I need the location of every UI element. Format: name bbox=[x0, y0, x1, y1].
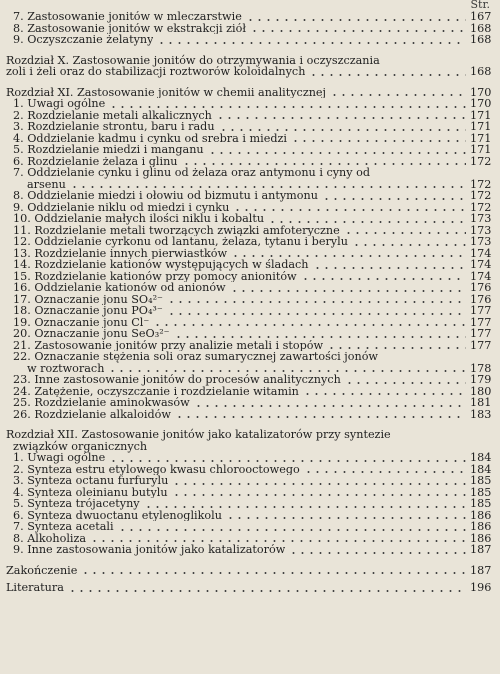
chapter-title: Rozdział XI. Zastosowanie jonitów w chemii analitycznej bbox=[6, 86, 327, 98]
toc-entry-label: 8. Zastosowanie jonitów w ekstrakcji ziół bbox=[13, 22, 246, 34]
toc-entry-page: 177 bbox=[470, 304, 492, 317]
leader-dots bbox=[108, 370, 466, 372]
toc-entry-page: 185 bbox=[470, 485, 492, 499]
toc-entry bbox=[6, 543, 492, 556]
leader-dots bbox=[157, 42, 466, 44]
leader-dots bbox=[304, 471, 466, 473]
spacer bbox=[6, 556, 488, 565]
toc-entry-page: 170 bbox=[470, 97, 492, 110]
toc-entry-page: 171 bbox=[470, 143, 492, 156]
toc-entry-page: 187 bbox=[470, 543, 492, 556]
chapter-title-cont: związków organicznych bbox=[13, 439, 148, 453]
toc-entry-label: 4. Synteza oleinianu butylu bbox=[13, 486, 168, 498]
leader-dots bbox=[175, 416, 466, 418]
toc-entry-page: 196 bbox=[470, 581, 492, 594]
toc-entry bbox=[6, 246, 492, 260]
toc-entry-page: 178 bbox=[470, 361, 492, 375]
leader-dots bbox=[208, 152, 466, 154]
toc-entry bbox=[6, 451, 492, 464]
leader-dots bbox=[327, 347, 466, 349]
toc-entry-page: 176 bbox=[470, 292, 492, 306]
leader-dots bbox=[118, 529, 466, 531]
toc-entry-label: 2. Rozdzielanie metali alkalicznych bbox=[13, 109, 212, 121]
toc-entry-label: 24. Zatężenie, oczyszczanie i rozdzielanie witamin bbox=[13, 385, 299, 397]
toc-entry bbox=[6, 396, 492, 409]
toc-entry-page: 172 bbox=[470, 200, 492, 214]
toc-entry-label: 9. Oczyszczanie żelatyny bbox=[13, 34, 154, 46]
toc-entry bbox=[6, 108, 492, 122]
leader-dots bbox=[172, 483, 466, 485]
leader-dots bbox=[216, 117, 466, 119]
toc-entry bbox=[6, 485, 492, 499]
toc-entry-label: 25. Rozdzielanie aminokwasów bbox=[13, 397, 190, 409]
leader-dots bbox=[219, 129, 466, 131]
leader-dots bbox=[109, 106, 466, 108]
leader-dots bbox=[322, 198, 466, 200]
toc-entry-page: 170 bbox=[470, 85, 492, 99]
toc-entry-page: 177 bbox=[470, 315, 492, 329]
toc-entry bbox=[6, 531, 492, 545]
toc-entry-label: 10. Oddzielanie małych ilości niklu i kobaltu bbox=[13, 213, 265, 225]
toc-entry-label: 3. Synteza octanu furfurylu bbox=[13, 475, 169, 487]
toc-entry bbox=[6, 235, 492, 248]
leader-dots bbox=[301, 278, 466, 280]
table-of-contents bbox=[6, 10, 492, 594]
leader-dots bbox=[68, 590, 466, 592]
toc-entry-multiline bbox=[6, 351, 488, 363]
chapter-heading bbox=[6, 55, 488, 67]
toc-entry-page: 173 bbox=[470, 223, 492, 237]
toc-entry-label: 9. Inne zastosowania jonitów jako katalizatorów bbox=[13, 544, 286, 556]
leader-dots bbox=[144, 506, 466, 508]
toc-entry-label: 9. Oddzielanie niklu od miedzi i cynku bbox=[13, 201, 230, 213]
toc-entry bbox=[6, 120, 492, 133]
leader-dots bbox=[81, 572, 466, 574]
chapter-title: Rozdział XII. Zastosowanie jonitów jako katalizatorów przy syntezie bbox=[6, 428, 391, 441]
toc-entry bbox=[6, 189, 492, 202]
toc-entry-label: 1. Uwagi ogólne bbox=[13, 98, 106, 110]
toc-entry-label: Zakończenie bbox=[6, 564, 78, 576]
toc-entry-label: 11. Rozdzielanie metali tworzących związki amfoteryczne bbox=[13, 224, 340, 236]
toc-entry bbox=[6, 497, 492, 510]
leader-dots bbox=[352, 244, 466, 246]
leader-dots bbox=[313, 267, 467, 269]
toc-entry bbox=[6, 281, 492, 294]
toc-entry-label: 8. Alkoholiza bbox=[13, 532, 87, 544]
chapter-title: Rozdział X. Zastosowanie jonitów do otrzymywania i oczyszczania bbox=[6, 53, 380, 67]
toc-entry bbox=[6, 581, 492, 594]
page-column-header: Str. bbox=[470, 0, 490, 11]
leader-dots bbox=[250, 30, 466, 32]
toc-entry bbox=[6, 21, 492, 35]
toc-entry-label: 6. Rozdzielanie żelaza i glinu bbox=[13, 155, 178, 167]
toc-entry bbox=[6, 462, 492, 476]
toc-entry-label: Literatura bbox=[6, 582, 64, 594]
toc-entry-page: 174 bbox=[470, 246, 492, 260]
leader-dots bbox=[174, 336, 466, 338]
toc-entry bbox=[6, 65, 492, 78]
chapter-title-cont: zoli i żeli oraz do stabilizacji roztworów koloidalnych bbox=[6, 66, 306, 78]
toc-entry-label: 2. Synteza estru etylowego kwasu chlorooctowego bbox=[13, 463, 300, 475]
spacer bbox=[6, 78, 488, 87]
toc-entry-label: 7. Zastosowanie jonitów w mleczarstwie bbox=[13, 11, 242, 23]
leader-dots bbox=[230, 290, 466, 292]
toc-entry bbox=[6, 131, 492, 145]
toc-entry-label: 4. Oddzielanie kadmu i cynku od srebra i miedzi bbox=[13, 132, 287, 144]
toc-entry-label: 12. Oddzielanie cyrkonu od lantanu, żelaza, tytanu i berylu bbox=[13, 236, 348, 248]
toc-entry bbox=[6, 474, 492, 487]
leader-dots bbox=[291, 140, 466, 142]
toc-entry-label-cont: arsenu bbox=[27, 178, 66, 190]
toc-entry bbox=[6, 327, 492, 340]
toc-entry-page: 174 bbox=[470, 269, 492, 283]
toc-entry-label: 13. Rozdzielanie innych pierwiastków bbox=[13, 247, 228, 259]
toc-entry-label: 21. Zastosowanie jonitów przy analizie metali i stopów bbox=[13, 339, 324, 351]
toc-entry bbox=[6, 223, 492, 237]
chapter-heading bbox=[6, 85, 492, 99]
toc-entry bbox=[6, 143, 492, 156]
toc-entry-label: 17. Oznaczanie jonu SO₄²⁻ bbox=[13, 293, 163, 305]
toc-entry-page: 173 bbox=[470, 212, 492, 225]
leader-dots bbox=[194, 405, 466, 407]
toc-entry-label: 3. Rozdzielanie strontu, baru i radu bbox=[13, 121, 215, 133]
toc-entry bbox=[6, 269, 492, 283]
leader-dots bbox=[309, 74, 466, 76]
toc-entry-label: 23. Inne zastosowanie jonitów do procesów analitycznych bbox=[13, 374, 341, 386]
toc-entry-page: 179 bbox=[470, 373, 492, 386]
toc-entry bbox=[6, 177, 492, 191]
toc-entry-page: 180 bbox=[470, 384, 492, 398]
leader-dots bbox=[226, 517, 466, 519]
leader-dots bbox=[153, 324, 466, 326]
toc-entry bbox=[6, 520, 492, 533]
toc-entry-label: 20. Oznaczanie jonu SeO₃²⁻ bbox=[13, 328, 170, 340]
toc-entry-label: 16. Oddzielanie kationów od anionów bbox=[13, 282, 226, 294]
toc-entry-page: 173 bbox=[470, 235, 492, 248]
toc-entry-page: 185 bbox=[470, 497, 492, 510]
toc-entry-page: 186 bbox=[470, 531, 492, 545]
toc-entry bbox=[6, 315, 492, 329]
toc-entry-label: 6. Synteza dwuoctanu etylenoglikolu bbox=[13, 509, 222, 521]
leader-dots bbox=[303, 393, 466, 395]
leader-dots bbox=[90, 540, 466, 542]
toc-entry bbox=[6, 258, 492, 271]
toc-entry-page: 177 bbox=[470, 338, 492, 352]
toc-entry bbox=[6, 10, 492, 23]
toc-entry-page: 171 bbox=[470, 108, 492, 122]
leader-dots bbox=[182, 163, 467, 165]
leader-dots bbox=[167, 301, 466, 303]
leader-dots bbox=[231, 255, 466, 257]
toc-entry-page: 171 bbox=[470, 131, 492, 145]
toc-entry-label: 14. Rozdzielanie kationów występujących w śladach bbox=[13, 259, 309, 271]
toc-entry-label-cont: w roztworach bbox=[27, 362, 105, 374]
toc-entry-page: 168 bbox=[470, 33, 492, 46]
toc-entry-label: 26. Rozdzielanie alkaloidów bbox=[13, 408, 171, 420]
leader-dots bbox=[268, 221, 466, 223]
toc-entry-page: 186 bbox=[470, 520, 492, 533]
toc-entry-page: 176 bbox=[470, 281, 492, 294]
toc-entry-label: 7. Oddzielanie cynku i glinu od żelaza oraz antymonu i cyny od bbox=[13, 166, 371, 179]
toc-entry bbox=[6, 97, 492, 110]
toc-entry-page: 174 bbox=[470, 258, 492, 271]
toc-entry bbox=[6, 304, 492, 317]
toc-entry bbox=[6, 361, 492, 375]
leader-dots bbox=[246, 19, 466, 21]
toc-entry-page: 172 bbox=[470, 177, 492, 191]
toc-entry-page: 184 bbox=[470, 451, 492, 464]
toc-entry-label: 18. Oznaczanie jonu PO₄³⁻ bbox=[13, 305, 163, 317]
toc-entry bbox=[6, 212, 492, 225]
toc-entry-page: 186 bbox=[470, 508, 492, 522]
toc-entry-label: 5. Synteza trójacetyny bbox=[13, 498, 140, 510]
toc-entry bbox=[6, 508, 492, 522]
toc-entry-page: 172 bbox=[470, 189, 492, 202]
toc-entry-page: 171 bbox=[470, 120, 492, 133]
leader-dots bbox=[172, 494, 466, 496]
toc-entry bbox=[6, 563, 492, 577]
leader-dots bbox=[109, 460, 466, 462]
toc-entry bbox=[6, 384, 492, 398]
toc-entry-label: 1. Uwagi ogólne bbox=[13, 452, 106, 464]
toc-entry-page: 167 bbox=[470, 10, 492, 23]
toc-entry bbox=[6, 292, 492, 306]
toc-entry-page: 172 bbox=[470, 154, 492, 168]
leader-dots bbox=[345, 382, 466, 384]
toc-entry-label: 8. Oddzielanie miedzi i ołowiu od bizmutu i antymonu bbox=[13, 190, 318, 202]
toc-entry-page: 177 bbox=[470, 327, 492, 340]
toc-entry-label: 5. Rozdzielanie miedzi i manganu bbox=[13, 144, 204, 156]
toc-entry bbox=[6, 33, 492, 46]
toc-entry-multiline bbox=[6, 167, 488, 179]
toc-entry-label: 7. Synteza acetali bbox=[13, 521, 114, 533]
toc-entry-page: 183 bbox=[470, 407, 492, 421]
leader-dots bbox=[70, 186, 466, 188]
toc-entry-label: 19. Oznaczanie jonu Cl⁻ bbox=[13, 316, 150, 328]
toc-entry-page: 168 bbox=[470, 65, 492, 78]
toc-entry-page: 184 bbox=[470, 462, 492, 476]
toc-entry bbox=[6, 373, 492, 386]
leader-dots bbox=[330, 94, 466, 96]
toc-entry-label: 22. Oznaczanie stężenia soli oraz sumarycznej zawartości jonów bbox=[13, 350, 379, 363]
toc-entry bbox=[6, 407, 492, 421]
toc-entry-page: 187 bbox=[470, 563, 492, 577]
leader-dots bbox=[289, 552, 466, 554]
toc-entry-page: 168 bbox=[470, 21, 492, 35]
leader-dots bbox=[233, 209, 466, 211]
leader-dots bbox=[167, 313, 466, 315]
toc-entry-page: 181 bbox=[470, 396, 492, 409]
leader-dots bbox=[344, 232, 466, 234]
toc-entry bbox=[6, 200, 492, 214]
toc-entry-page: 185 bbox=[470, 474, 492, 487]
toc-entry-label: 15. Rozdzielanie kationów przy pomocy anionitów bbox=[13, 270, 297, 282]
chapter-heading bbox=[6, 429, 488, 452]
